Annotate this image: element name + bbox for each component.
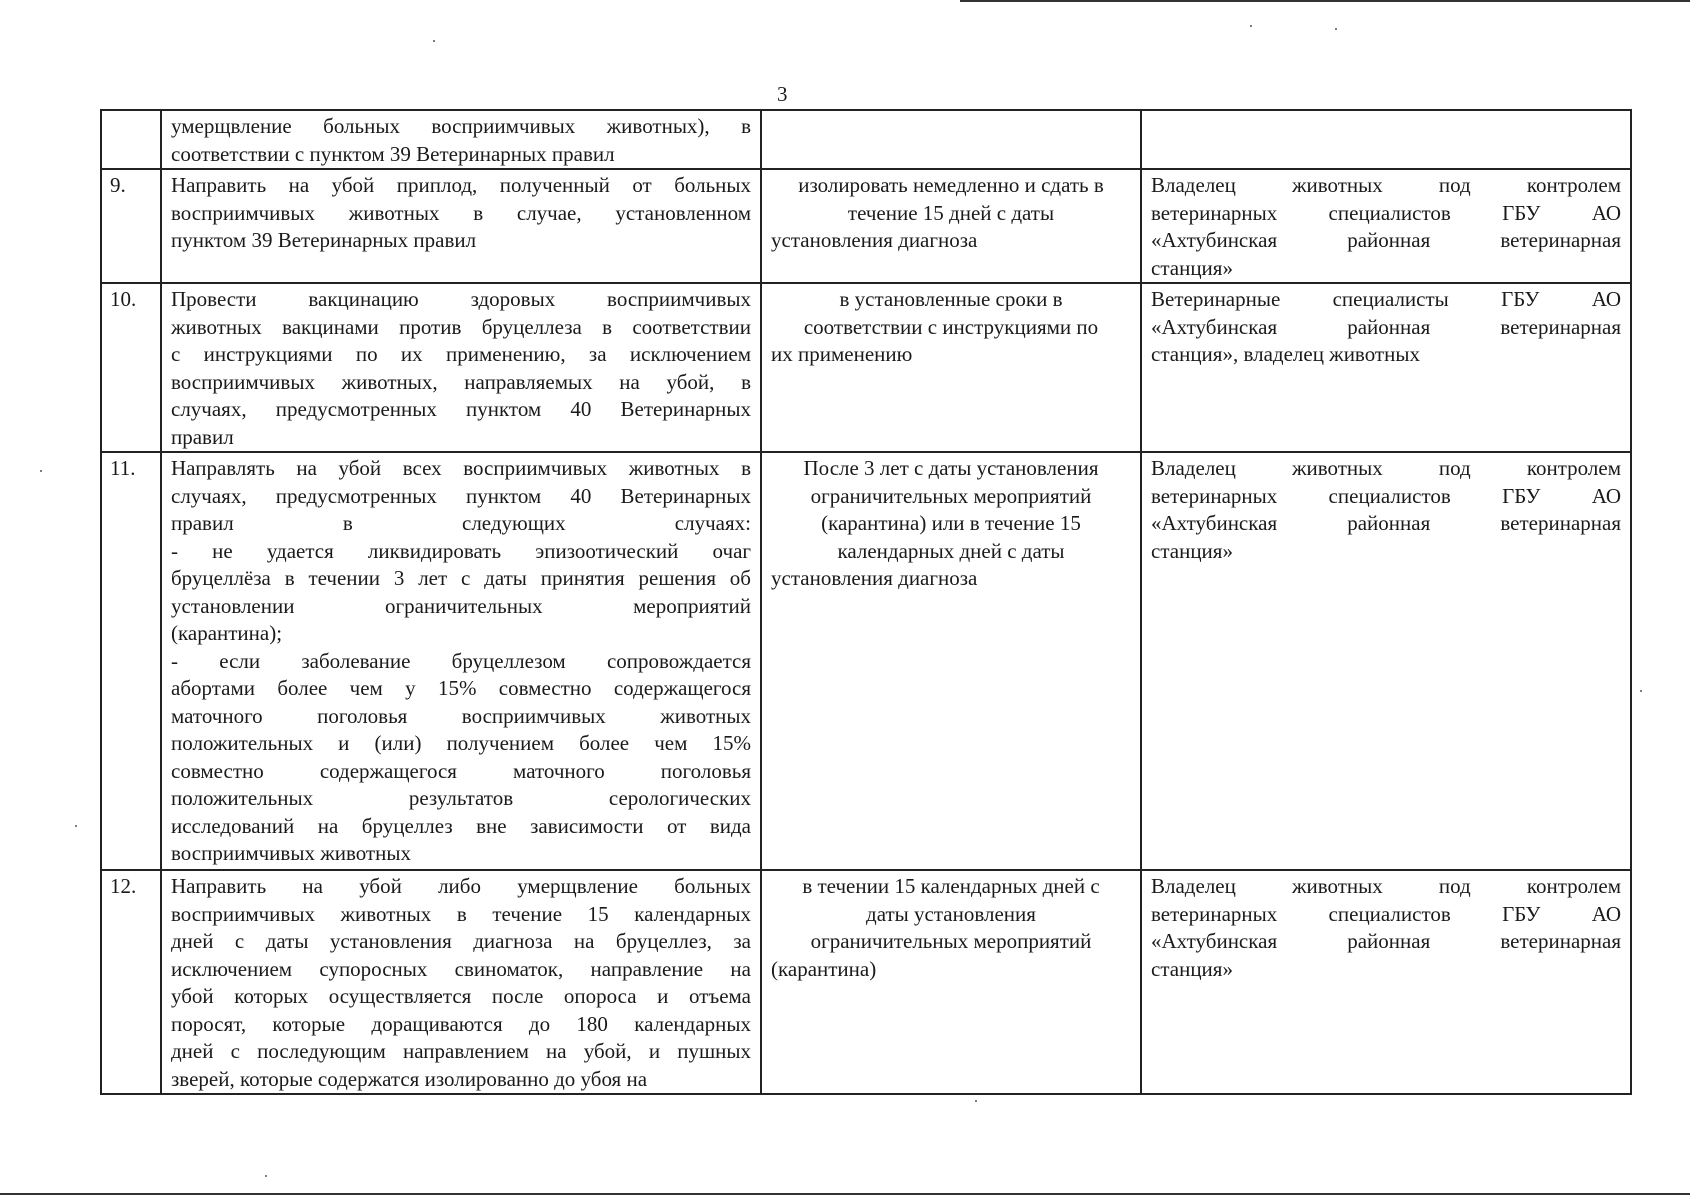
deadline-cell [761,169,1141,283]
cell-text-line: зверей, которые содержатся изолированно до убоя на [171,1066,648,1091]
row-number [101,110,161,169]
cell-text-line: установления диагноза [771,566,978,590]
table-body [101,110,1631,1094]
cell-text-line: случаях, предусмотренных пунктом 40 Ветеринарных [171,397,751,421]
cell-text-line: (карантина); [171,621,283,645]
responsible-cell [1141,870,1631,1094]
cell-text-line: их применению [771,342,913,366]
cell-text-line: станция» [1151,255,1233,280]
cell-text-line: в течении 15 календарных дней с [802,874,1100,898]
scan-speck [1640,690,1642,692]
scan-edge-bottom [0,1193,1690,1195]
measures-table [100,109,1632,1095]
scan-speck [433,40,435,42]
cell-text-line: изолировать немедленно и сдать в [798,173,1104,197]
cell-text-line: маточного поголовья восприимчивых животных [171,703,751,728]
responsible-cell [1141,110,1631,169]
cell-text-line: случаях, предусмотренных пунктом 40 Ветеринарных [171,483,751,508]
cell-text-line: даты установления [866,901,1036,926]
table-row [101,169,1631,283]
action-cell [161,283,761,452]
action-cell [161,110,761,169]
cell-text-line: (карантина) или в течение 15 [821,511,1081,535]
cell-text-line: пунктом 39 Ветеринарных правил [171,228,477,252]
deadline-cell [761,870,1141,1094]
cell-text-line: ветеринарных специалистов ГБУ АО [1151,483,1621,508]
cell-text-line: Провести вакцинацию здоровых восприимчивых [171,287,751,311]
scan-speck [75,825,77,827]
cell-text-line: соответствии с инструкциями по [803,314,1099,339]
responsible-cell [1141,169,1631,283]
scan-speck [975,1100,977,1102]
scan-speck [265,1175,267,1177]
cell-text-line: восприимчивых животных в случае, установленном [171,200,751,225]
cell-text-line: дней с даты установления диагноза на бруцеллез, за [171,929,751,953]
row-number: 11. [101,452,161,870]
row-number: 9. [101,169,161,283]
action-cell [161,169,761,283]
cell-text-line: ветеринарных специалистов ГБУ АО [1151,200,1621,225]
cell-text-line: положительных результатов серологических [171,786,751,810]
cell-text-line: Владелец животных под контролем [1151,173,1621,197]
cell-text-line: Направить на убой приплод, полученный от больных [171,173,751,197]
row-number: 10. [101,283,161,452]
cell-text-line: установлении ограничительных мероприятий [171,593,751,618]
cell-text-line: «Ахтубинская районная ветеринарная [1151,929,1621,953]
cell-text-line: бруцеллёза в течении 3 лет с даты принятия решения об [171,566,751,590]
table-row [101,110,1631,169]
cell-text-line: Владелец животных под контролем [1151,456,1621,480]
cell-text-line: с инструкциями по их применению, за исключением [171,342,751,366]
cell-text-line: дней с последующим направлением на убой, и пушных [171,1039,751,1063]
cell-text-line: исключением супоросных свиноматок, направление на [171,956,751,981]
page-number: 3 [777,82,788,106]
cell-text-line: После 3 лет с даты установления [803,456,1099,480]
cell-text-line: Ветеринарные специалисты ГБУ АО [1151,287,1621,311]
cell-text-line: установления диагноза [771,228,978,252]
cell-text-line: Направить на убой либо умерщвление больных [171,874,751,898]
cell-text-line: «Ахтубинская районная ветеринарная [1151,511,1621,535]
cell-text-line: ветеринарных специалистов ГБУ АО [1151,901,1621,926]
row-number: 12. [101,870,161,1094]
cell-text-line: соответствии с пунктом 39 Ветеринарных правил [171,141,615,166]
cell-text-line: станция» [1151,538,1233,563]
cell-text-line: правил [171,424,234,449]
deadline-cell [761,283,1141,452]
cell-text-line: абортами более чем у 15% совместно содержащегося [171,676,751,700]
action-cell [161,452,761,870]
deadline-cell [761,110,1141,169]
cell-text-line: в установленные сроки в [839,287,1063,311]
responsible-cell [1141,283,1631,452]
scan-edge-top [960,0,1690,2]
cell-text-line: восприимчивых животных, направляемых на убой, в [171,369,751,394]
table-row [101,870,1631,1094]
cell-text-line: календарных дней с даты [837,538,1065,563]
cell-text-line: «Ахтубинская районная ветеринарная [1151,228,1621,252]
cell-text-line: ограничительных мероприятий [810,929,1092,953]
cell-text-line: - не удается ликвидировать эпизоотический очаг [171,538,751,563]
table-row [101,452,1631,870]
cell-text-line: течение 15 дней с даты [847,200,1055,225]
scan-speck [1250,25,1252,27]
cell-text-line: положительных и (или) получением более чем 15% [171,731,751,755]
cell-text-line: - если заболевание бруцеллезом сопровождается [171,648,751,673]
cell-text-line: правил в следующих случаях: [171,511,751,535]
cell-text-line: совместно содержащегося маточного поголовья [171,758,751,783]
cell-text-line: (карантина) [771,956,877,981]
cell-text-line: умерщвление больных восприимчивых животных), в [171,114,751,138]
cell-text-line: животных вакцинами против бруцеллеза в соответствии [171,314,751,339]
cell-text-line: станция», владелец животных [1151,342,1420,366]
cell-text-line: убой которых осуществляется после опороса и отъема [171,984,751,1008]
responsible-cell [1141,452,1631,870]
scan-speck [40,470,42,472]
cell-text-line: поросят, которые доращиваются до 180 календарных [171,1011,751,1036]
cell-text-line: исследований на бруцеллез вне зависимости от вида [171,813,751,838]
cell-text-line: ограничительных мероприятий [810,483,1092,508]
cell-text-line: Направлять на убой всех восприимчивых животных в [171,456,751,480]
action-cell [161,870,761,1094]
scan-speck [1335,28,1337,30]
cell-text-line: станция» [1151,956,1233,981]
cell-text-line: восприимчивых животных в течение 15 календарных [171,901,751,926]
cell-text-line: восприимчивых животных [171,841,411,865]
table-row [101,283,1631,452]
deadline-cell [761,452,1141,870]
cell-text-line: Владелец животных под контролем [1151,874,1621,898]
cell-text-line: «Ахтубинская районная ветеринарная [1151,314,1621,339]
